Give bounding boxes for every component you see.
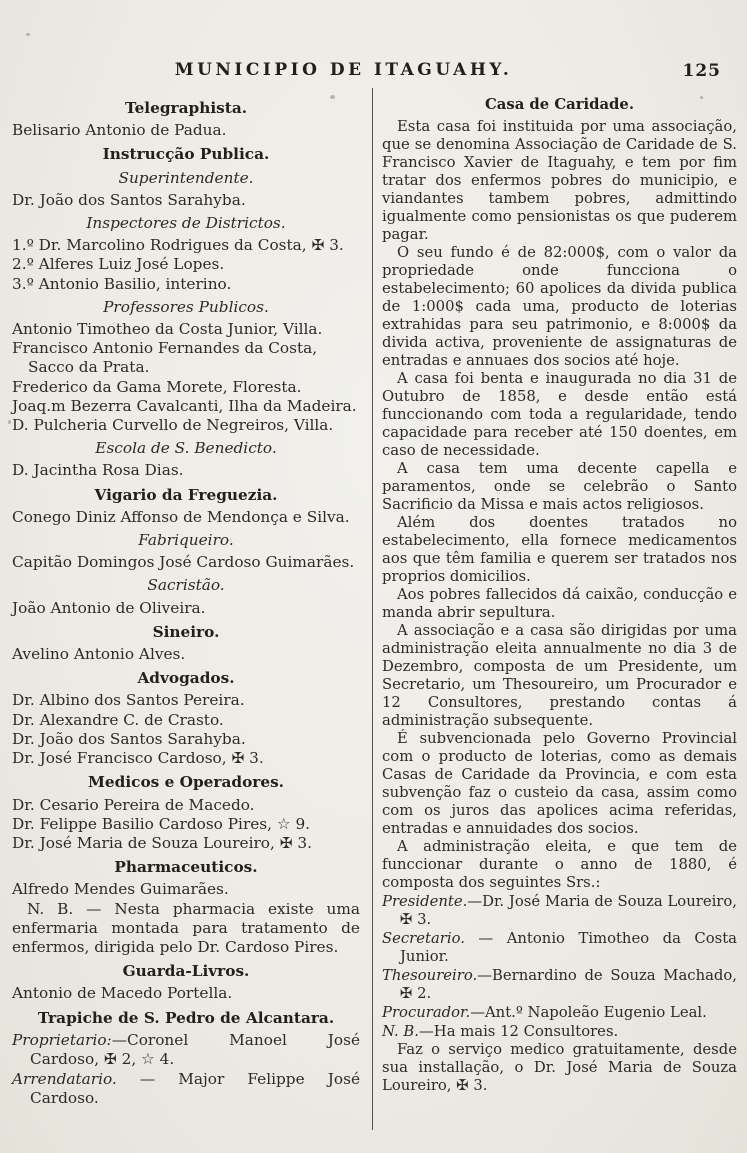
section-heading: Guarda-Livros. [122,962,250,981]
subsection-heading: Professores Publicos. [103,297,269,316]
entry-line: Dr. João dos Santos Sarahyba. [12,729,246,748]
entry-line: D. Pulcheria Curvello de Negreiros, Villa. [12,416,334,435]
entry-line: Dr. Alexandre C. de Crasto. [12,710,224,729]
scan-speck [8,420,11,424]
entry-line: Avelino Antonio Alves. [12,645,186,664]
entry-line: 3.º Antonio Basilio, interino. [12,274,232,293]
entry-label: Procurador. [382,1004,471,1021]
entry-line: João Antonio de Oliveira. [12,598,206,617]
paragraph: A casa tem uma decente capella e paramentos, onde se celebrão o Santo Sacrificio da Missa e mais actos religiosos. [382,460,737,513]
section-heading: Medicos e Operadores. [87,773,285,792]
section-heading: Telegraphista. [124,99,248,117]
section-heading: Vigario da Freguezia. [94,485,278,504]
entry-line: Dr. Albino dos Santos Pereira. [12,691,245,710]
labeled-entry: Procurador.—Ant.º Napoleão Eugenio Leal. [382,1004,707,1021]
labeled-entry: Arrendatario. — Major Felippe José Cardoso. [12,1070,360,1108]
entry-line: 2.º Alferes Luiz José Lopes. [12,255,225,274]
section-heading: Advogados. [137,669,235,688]
paragraph: O seu fundo é de 82:000$, com o valor da propriedade onde funcciona o estabelecimento; 60 apolices da divida publica de 1:000$ cada uma, producto de loterias extrahidas para seu patrimonio, e 8:000$ da divida activa, proveniente de assignaturas de entradas e annuaes dos socios até hoje. [382,244,737,369]
subsection-heading: Inspectores de Districtos. [86,214,286,233]
paragraph: N. B. — Nesta pharmacia existe uma enfermaria montada para tratamento de enfermos, dirigida pelo Dr. Cardoso Pires. [12,899,360,956]
scan-speck [700,96,703,99]
scan-speck [26,33,30,36]
right-column [370,94,741,1109]
paragraph: A associação e a casa são dirigidas por uma administração eleita annualmente no dia 3 de Dezembro, composta de um Presidente, um Secretario, um Thesoureiro, um Procurador e 12 Consultores, prestando contas á administração subsequente. [382,622,737,729]
entry-line: Dr. João dos Santos Sarahyba. [12,190,246,209]
subsection-heading: Escola de S. Benedicto. [95,439,277,458]
scan-speck [330,95,335,99]
section-heading: Instrucção Publica. [102,145,270,164]
labeled-entry: Proprietario:—Coronel Manoel José Cardoso, ✠ 2, ☆ 4. [12,1030,360,1068]
labeled-entry: Presidente.—Dr. José Maria de Souza Loureiro, ✠ 3. [382,893,737,928]
entry-line: Capitão Domingos José Cardoso Guimarães. [12,553,355,572]
page-number: 125 [682,61,721,81]
entry-line: Belisario Antonio de Padua. [12,121,227,140]
entry-line: D. Jacintha Rosa Dias. [12,461,184,480]
paragraph: Aos pobres fallecidos dá caixão, conducção e manda abrir sepultura. [382,586,737,621]
entry-label: Presidente. [382,893,468,910]
paragraph: Faz o serviço medico gratuitamente, desde sua installação, o Dr. José Maria de Souza Loureiro, ✠ 3. [382,1041,737,1094]
entry-line: Antonio Timotheo da Costa Junior, Villa. [12,320,323,339]
paragraph: É subvencionada pelo Governo Provincial com o producto de loterias, como as demais Casas de Caridade da Provincia, e com esta subvenção faz o custeio da casa, assim como com os juros das apolices acima referidas, entradas e annuidades dos socios. [382,730,737,837]
paragraph: A casa foi benta e inaugurada no dia 31 de Outubro de 1858, e desde então está funccionando com toda a regularidade, tendo capacidade para receber até 150 doentes, em caso de necessidade. [382,370,737,459]
entry-line: Dr. José Maria de Souza Loureiro, ✠ 3. [12,833,312,852]
left-column [12,94,370,1109]
entry-line: Alfredo Mendes Guimarães. [12,880,229,899]
entry-line: Conego Diniz Affonso de Mendonça e Silva. [12,507,350,526]
entry-line: Dr. José Francisco Cardoso, ✠ 3. [12,749,264,768]
entry-line: Francisco Antonio Fernandes da Costa, Sacco da Prata. [12,339,318,377]
entry-label: N. B. [382,1023,419,1040]
subsection-heading: Superintendente. [118,168,254,187]
section-heading: Trapiche de S. Pedro de Alcantara. [37,1008,335,1027]
entry-label: Proprietario: [12,1030,112,1049]
entry-line: 1.º Dr. Marcolino Rodrigues da Costa, ✠ 3. [12,236,344,255]
subsection-heading: Fabriqueiro. [138,531,234,550]
running-title: MUNICIPIO DE ITAGUAHY. [174,60,513,80]
entry-line: Antonio de Macedo Portella. [12,984,233,1003]
paragraph: A administração eleita, e que tem de funccionar durante o anno de 1880, é composta dos seguintes Srs.: [382,838,737,891]
entry-label: Thesoureiro. [382,967,478,984]
paragraph: Esta casa foi instituida por uma associação, que se denomina Associação de Caridade de S. Francisco Xavier de Itaguahy, e tem por fim tratar dos enfermos pobres do municipio, e viandantes tambem pobres, admittindo igualmente como pensionistas os que puderem pagar. [382,118,737,243]
labeled-entry: Secretario. — Antonio Timotheo da Costa Junior. [382,930,737,965]
column-divider-rule [372,88,373,1130]
section-heading: Pharmaceuticos. [114,858,258,877]
section-heading: Sineiro. [152,622,220,641]
entry-line: Joaq.m Bezerra Cavalcanti, Ilha da Madeira. [12,396,357,415]
entry-label: Secretario. [382,930,465,947]
labeled-entry: N. B.—Ha mais 12 Consultores. [382,1023,619,1040]
entry-label: Arrendatario. [12,1070,117,1089]
section-heading: Casa de Caridade. [485,96,634,113]
entry-line: Dr. Cesario Pereira de Macedo. [12,795,255,814]
entry-line: Dr. Felippe Basilio Cardoso Pires, ☆ 9. [12,814,311,833]
paragraph: Além dos doentes tratados no estabelecimento, ella fornece medicamentos aos que têm familia e querem ser tratados nos proprios domicilios. [382,514,737,585]
subsection-heading: Sacristão. [147,576,225,595]
two-column-layout [0,94,747,1109]
labeled-entry: Thesoureiro.—Bernardino de Souza Machado, ✠ 2. [382,967,737,1002]
entry-line: Frederico da Gama Morete, Floresta. [12,377,302,396]
page-header [0,60,747,86]
